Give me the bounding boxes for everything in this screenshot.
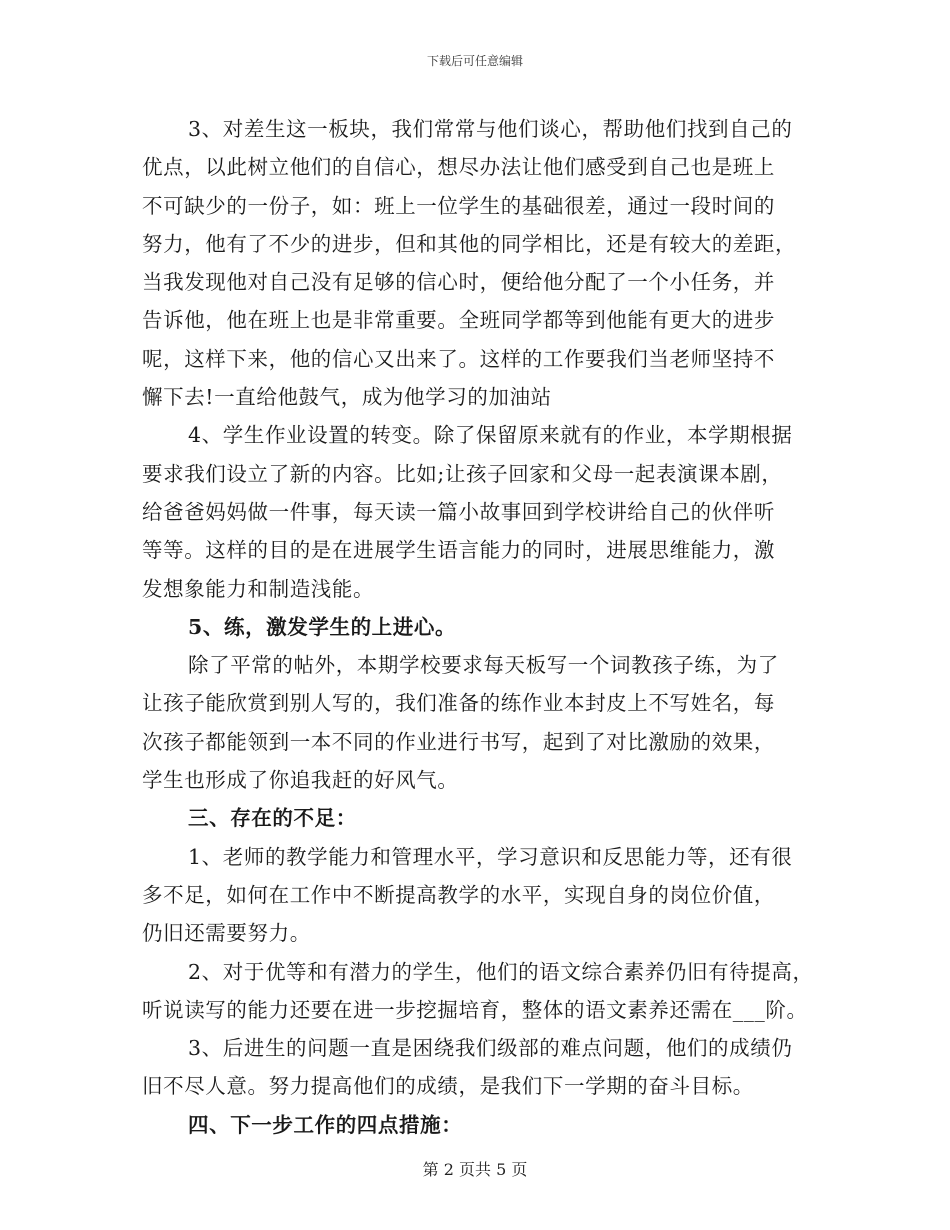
text-line: 2、对于优等和有潜力的学生，他们的语文综合素养仍旧有待提高， [188,959,814,984]
text-line: 除了平常的帖外，本期学校要求每天板写一个词教孩子练，为了 [188,653,779,678]
text-line: 给爸爸妈妈做一件事，每天读一篇小故事回到学校讲给自己的伙伴听 [142,499,775,524]
text-line: 告诉他，他在班上也是非常重要。全班同学都等到他能有更大的进步 [142,308,775,333]
text-line: 不可缺少的一份子，如：班上一位学生的基础很差，通过一段时间的 [142,193,775,218]
text-line: 等等。这样的目的是在进展学生语言能力的同时，进展思维能力，激 [142,538,775,563]
text-line: 仍旧还需要努力。 [142,921,311,946]
text-line: 努力，他有了不少的进步，但和其他的同学相比，还是有较大的差距， [142,231,797,256]
text-line: 旧不尽人意。努力提高他们的成绩，是我们下一学期的奋斗目标。 [142,1074,754,1099]
text-line: 听说读写的能力还要在进一步挖掘培育，整体的语文素养还需在___阶。 [142,997,808,1022]
text-line: 优点，以此树立他们的自信心，想尽办法让他们感受到自己也是班上 [142,155,775,180]
text-line: 学生也形成了你追我赶的好风气。 [142,768,459,793]
text-line: 1、老师的教学能力和管理水平，学习意识和反思能力等，还有很 [188,844,793,869]
section-heading: 三、存在的不足： [188,806,357,831]
text-line: 呢，这样下来，他的信心又出来了。这样的工作要我们当老师坚持不 [142,346,775,371]
text-line: 当我发现他对自己没有足够的信心时，便给他分配了一个小任务，并 [142,270,775,295]
text-line: 懈下去!一直给他鼓气，成为他学习的加油站 [142,385,552,410]
text-line: 4、学生作业设置的转变。除了保留原来就有的作业，本学期根据 [188,423,793,448]
page-header: 下载后可任意编辑 [426,54,523,68]
text-line: 要求我们设立了新的内容。比如;让孩子回家和父母一起表演课本剧， [142,461,783,486]
section-heading: 5、练，激发学生的上进心。 [188,614,457,639]
document-body [142,110,822,1144]
page-footer: 第 2 页共 5 页 [422,1160,528,1179]
text-line: 3、对差生这一板块，我们常常与他们谈心，帮助他们找到自己的 [188,117,793,141]
text-line: 让孩子能欣赏到别人写的，我们准备的练作业本封皮上不写姓名，每 [142,691,775,716]
text-line: 3、后进生的问题一直是困绕我们级部的难点问题，他们的成绩仍 [188,1036,793,1061]
text-line: 多不足，如何在工作中不断提高教学的水平，实现自身的岗位价值， [142,882,775,907]
text-line: 次孩子都能领到一本不同的作业进行书写，起到了对比激励的效果， [142,729,775,754]
text-line: 发想象能力和制造浅能。 [142,576,375,601]
section-heading: 四、下一步工作的四点措施： [188,1112,463,1137]
